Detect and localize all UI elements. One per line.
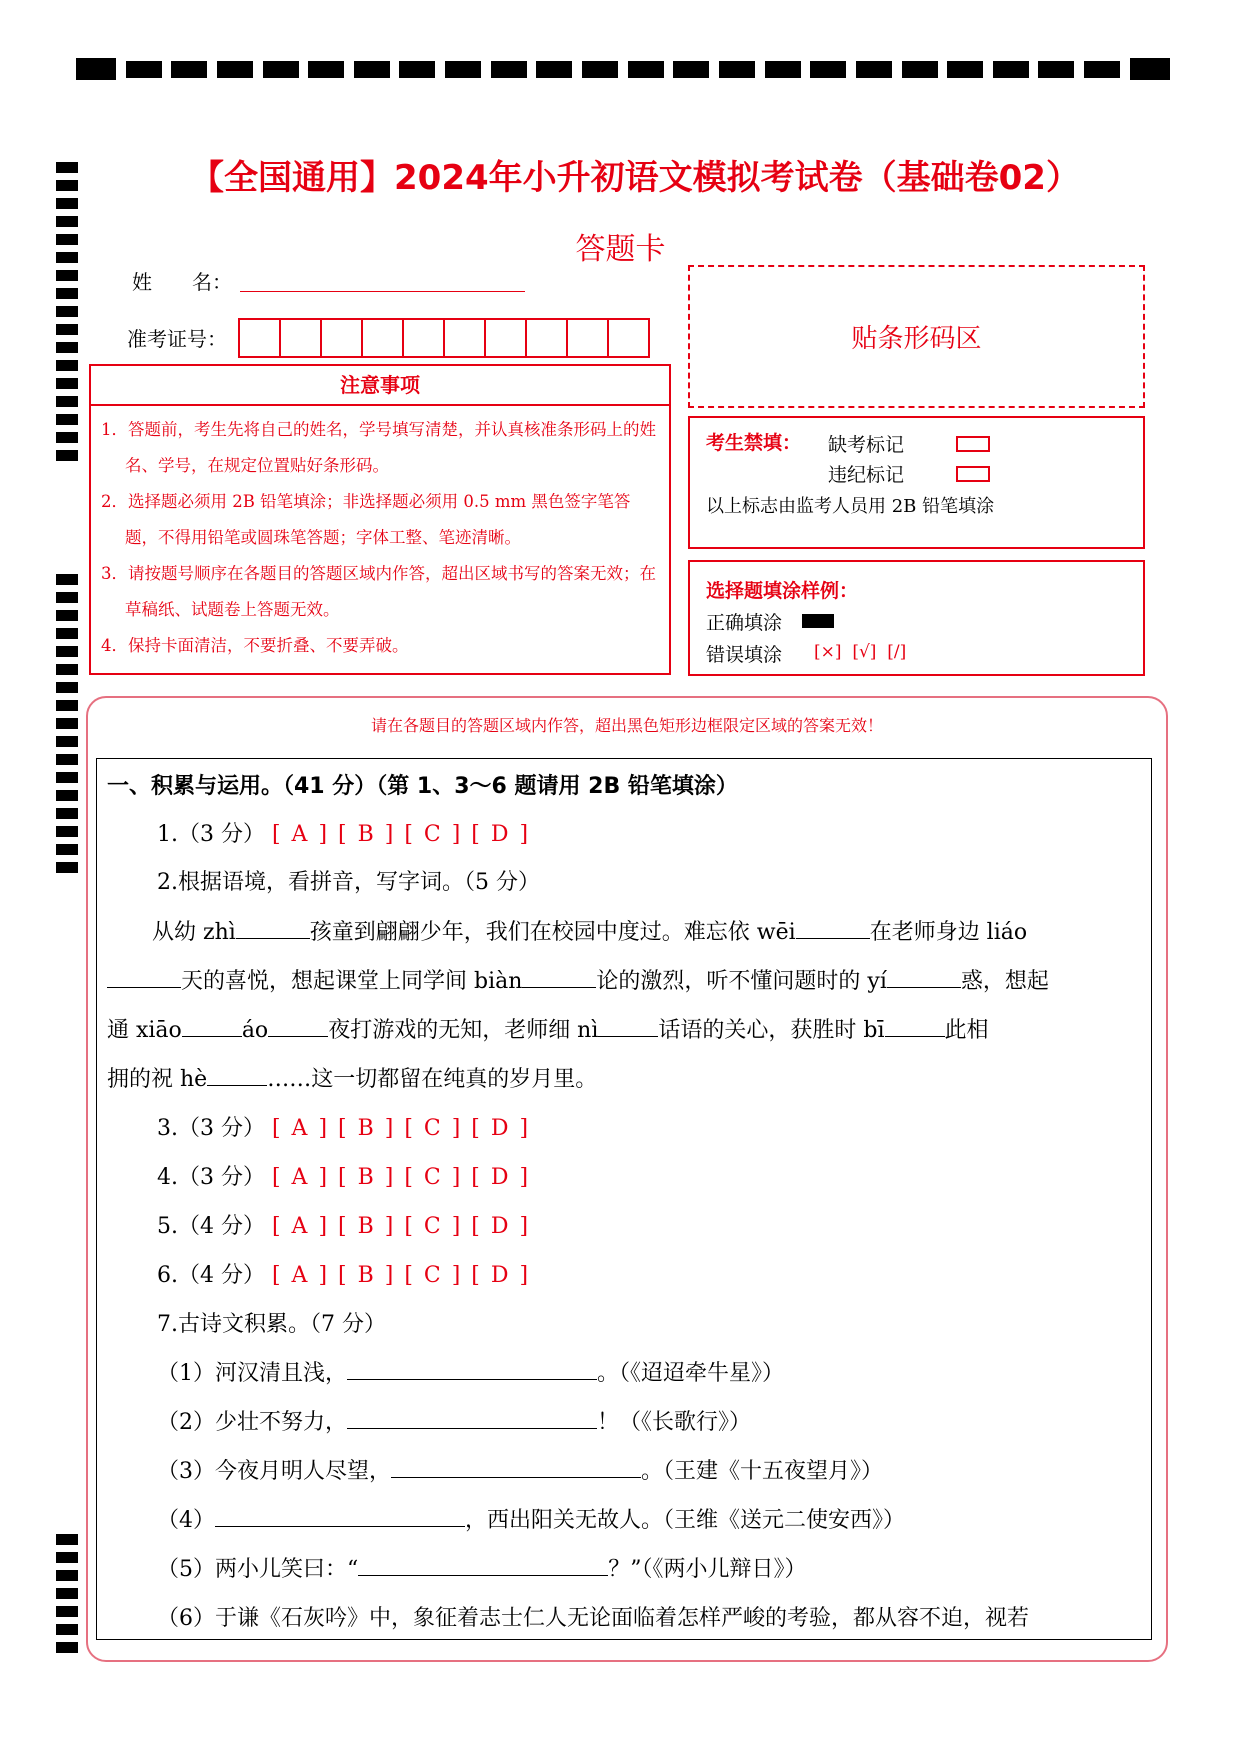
question-7-label: 7.古诗文积累。（7 分） — [157, 1312, 386, 1337]
notice-item: 4．保持卡面清洁，不要折叠、不要弄破。 — [101, 636, 409, 655]
question-4-options[interactable]: [ A ] [ B ] [ C ] [ D ] — [271, 1165, 531, 1190]
question-3: 3.（3 分） [ A ] [ B ] [ C ] [ D ] — [157, 1116, 531, 1141]
pinyin-blank[interactable] — [522, 987, 596, 988]
notice-item: 1．答题前，考生先将自己的姓名，学号填写清楚，并认真核准条形码上的姓名、学号，在规定位置贴好条形码。 — [101, 420, 656, 475]
wrong-label: 错误填涂 — [706, 644, 783, 666]
page-title: 【全国通用】2024年小升初语文模拟考试卷（基础卷02） — [190, 158, 1080, 198]
question-4: 4.（3 分） [ A ] [ B ] [ C ] [ D ] — [157, 1165, 531, 1190]
pinyin-blank[interactable] — [598, 1036, 658, 1037]
question-1-options[interactable]: [ A ] [ B ] [ C ] [ D ] — [271, 822, 531, 847]
barcode-label: 贴条形码区 — [851, 324, 982, 354]
wrong-fill-samples: [×] [√] [/] — [814, 642, 907, 662]
poem-blank[interactable] — [347, 1379, 597, 1380]
pinyin-blank[interactable] — [885, 1036, 945, 1037]
forbid-note: 以上标志由监考人员用 2B 铅笔填涂 — [706, 496, 995, 517]
question-3-options[interactable]: [ A ] [ B ] [ C ] [ D ] — [271, 1116, 531, 1141]
q7-item-2: （2）少壮不努力， ！（《长歌行》） — [157, 1410, 752, 1435]
poem-blank[interactable] — [391, 1477, 641, 1478]
side-registration-marks-bottom — [56, 1534, 80, 1660]
pinyin-blank[interactable] — [887, 987, 961, 988]
poem-blank[interactable] — [358, 1575, 608, 1576]
pinyin-blank[interactable] — [268, 1036, 328, 1037]
name-field[interactable] — [240, 291, 525, 292]
pinyin-blank[interactable] — [107, 987, 181, 988]
correct-label: 正确填涂 — [706, 612, 783, 634]
section-1-heading: 一、积累与运用。（41 分）（第 1、3～6 题请用 2B 铅笔填涂） — [107, 774, 738, 799]
q7-item-3: （3）今夜月明人尽望， 。（王建《十五夜望月》） — [157, 1459, 884, 1484]
question-6-options[interactable]: [ A ] [ B ] [ C ] [ D ] — [271, 1263, 531, 1288]
q2-line-3: 通 xiāo áo 夜打游戏的无知，老师细 nì 话语的关心，获胜时 bī 此相 — [107, 1018, 989, 1043]
q7-item-6: （6）于谦《石灰吟》中，象征着志士仁人无论面临着怎样严峻的考验，都从容不迫，视若 — [157, 1606, 1030, 1631]
pinyin-blank[interactable] — [207, 1085, 267, 1086]
question-1 — [157, 817, 530, 848]
notice-box — [89, 364, 671, 675]
pinyin-blank[interactable] — [236, 938, 310, 939]
section-1-answer-box — [96, 758, 1152, 1640]
pinyin-blank[interactable] — [796, 938, 870, 939]
id-label: 准考证号： — [127, 327, 227, 351]
question-5: 5.（4 分） [ A ] [ B ] [ C ] [ D ] — [157, 1214, 531, 1239]
side-registration-marks-top — [56, 162, 80, 468]
notice-heading: 注意事项 — [91, 366, 669, 406]
question-2-label: 2.根据语境，看拼音，写字词。（5 分） — [157, 870, 540, 895]
question-6: 6.（4 分） [ A ] [ B ] [ C ] [ D ] — [157, 1263, 531, 1288]
examinee-forbidden-box — [688, 416, 1145, 549]
q2-line-2: 天的喜悦，想起课堂上同学间 biàn 论的激烈，听不懂问题时的 yí 惑，想起 — [107, 964, 1049, 995]
side-registration-marks-middle — [56, 574, 80, 880]
absent-mark-box[interactable] — [956, 436, 990, 452]
violation-mark-box[interactable] — [956, 466, 990, 482]
pinyin-blank[interactable] — [182, 1036, 242, 1037]
forbid-label: 考生禁填： — [706, 432, 802, 454]
id-number-grid[interactable] — [238, 318, 650, 358]
q7-item-4: （4） ，西出阳关无故人。（王维《送元二使安西》） — [157, 1508, 906, 1533]
q2-line-4: 拥的祝 hè ……这一切都留在纯真的岁月里。 — [107, 1067, 598, 1092]
barcode-area — [688, 265, 1145, 408]
name-label: 姓 名： — [132, 270, 232, 294]
notice-item: 2．选择题必须用 2B 铅笔填涂；非选择题必须用 0.5 mm 黑色签字笔答题，不得用铅笔或圆珠笔答题；字体工整、笔迹清晰。 — [101, 492, 631, 547]
q2-line-1: 从幼 zhì 孩童到翩翩少年，我们在校园中度过。难忘依 wēi 在老师身边 liáo — [152, 920, 1028, 945]
answer-area-warning: 请在各题目的答题区域内作答，超出黑色矩形边框限定区域的答案无效！ — [370, 716, 883, 735]
page-subtitle: 答题卡 — [575, 232, 666, 267]
poem-blank[interactable] — [347, 1428, 597, 1429]
notice-item: 3．请按题号顺序在各题目的答题区域内作答，超出区域书写的答案无效；在草稿纸、试题卷上答题无效。 — [101, 564, 656, 619]
violation-label: 违纪标记 — [828, 464, 905, 486]
correct-fill-sample — [802, 614, 834, 628]
question-5-options[interactable]: [ A ] [ B ] [ C ] [ D ] — [271, 1214, 531, 1239]
question-1-label: 1.（3 分） — [157, 822, 265, 847]
poem-blank[interactable] — [215, 1526, 465, 1527]
absent-label: 缺考标记 — [828, 434, 905, 456]
top-registration-marks — [76, 58, 1170, 80]
q7-item-5: （5）两小儿笑曰：“ ？”（《两小儿辩日》） — [157, 1557, 807, 1582]
sample-title: 选择题填涂样例： — [706, 580, 859, 602]
fill-sample-box — [688, 560, 1145, 676]
q7-item-1: （1）河汉清且浅， 。（《迢迢牵牛星》） — [157, 1361, 785, 1386]
